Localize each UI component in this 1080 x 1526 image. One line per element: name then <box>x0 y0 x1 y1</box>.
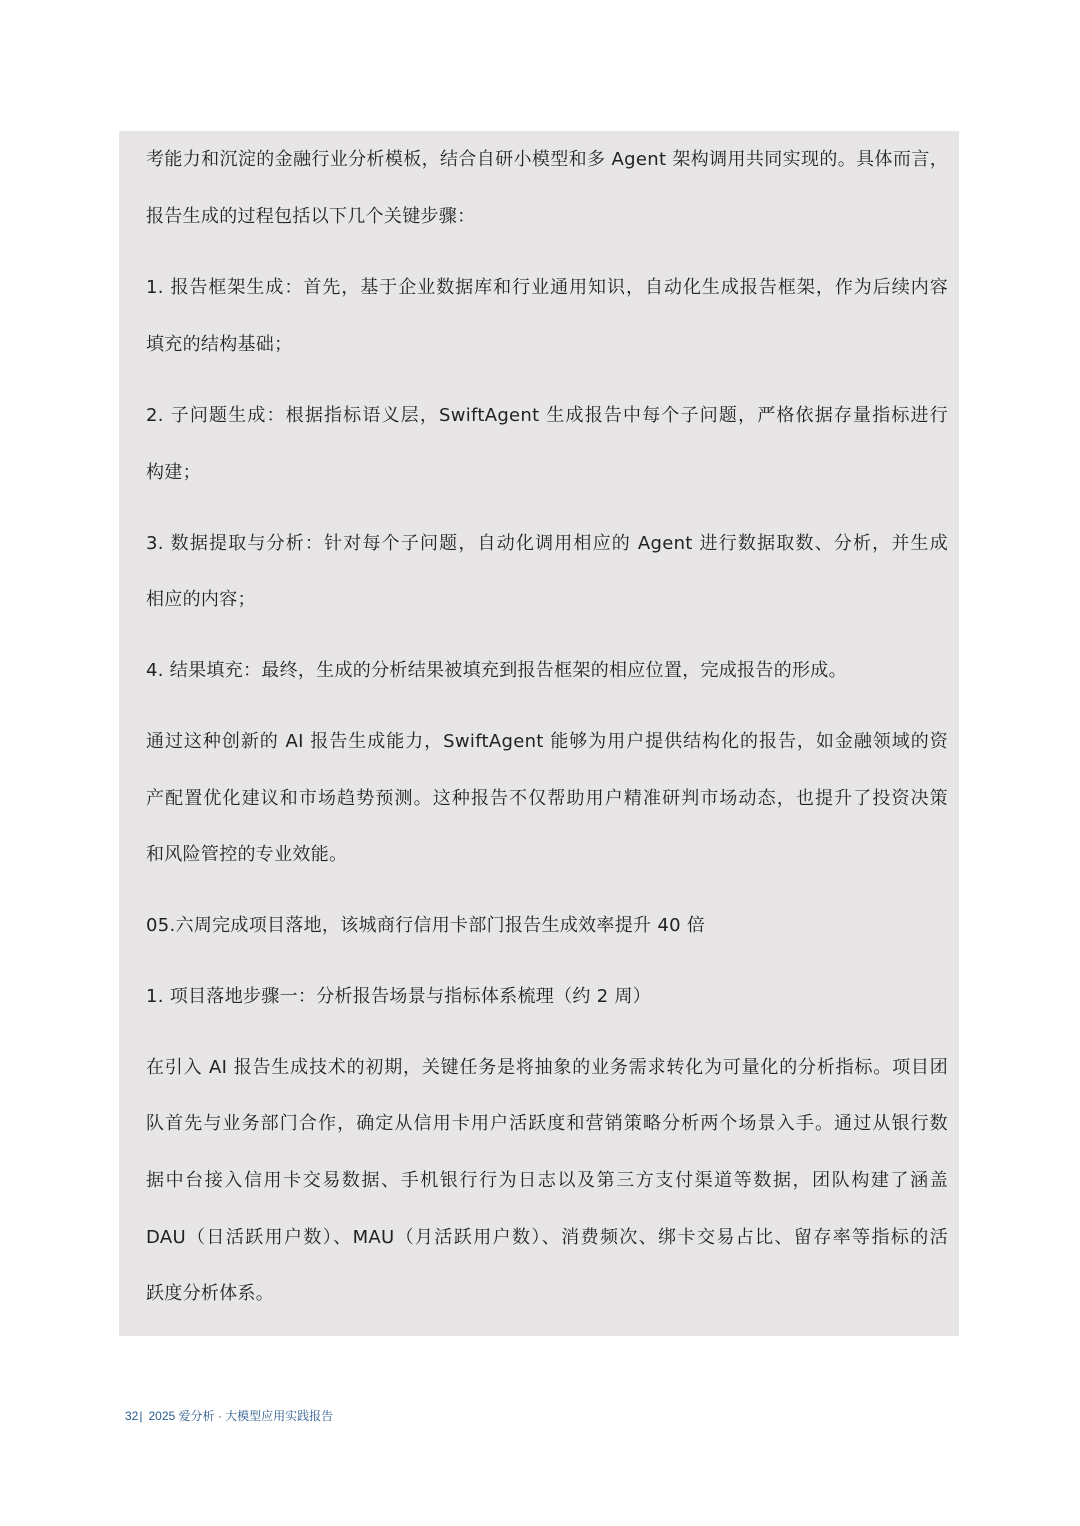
paragraph-line: 队首先与业务部门合作，确定从信用卡用户活跃度和营销策略分析两个场景入手。通过从银行数 <box>146 1113 948 1134</box>
paragraph-line: 相应的内容； <box>146 589 256 610</box>
report-title: 2025 爱分析 · 大模型应用实践报告 <box>148 1409 334 1423</box>
section-heading: 05.六周完成项目落地，该城商行信用卡部门报告生成效率提升 40 倍 <box>146 915 706 936</box>
paragraph-line: 据中台接入信用卡交易数据、手机银行行为日志以及第三方支付渠道等数据，团队构建了涵盖 <box>146 1170 948 1191</box>
paragraph-line: 在引入 AI 报告生成技术的初期，关键任务是将抽象的业务需求转化为可量化的分析指标。项目团 <box>146 1057 948 1078</box>
paragraph-line: 填充的结构基础； <box>146 334 293 355</box>
paragraph-line: DAU（日活跃用户数）、MAU（月活跃用户数）、消费频次、绑卡交易占比、留存率等指标的活 <box>146 1227 948 1248</box>
paragraph-line: 报告生成的过程包括以下几个关键步骤： <box>146 206 476 227</box>
list-item: 3. 数据提取与分析：针对每个子问题，自动化调用相应的 Agent 进行数据取数、分析，并生成 <box>146 533 948 554</box>
footer-separator: | <box>139 1409 143 1423</box>
paragraph-line: 通过这种创新的 AI 报告生成能力，SwiftAgent 能够为用户提供结构化的报告，如金融领域的资 <box>146 731 948 752</box>
paragraph-line: 产配置优化建议和市场趋势预测。这种报告不仅帮助用户精准研判市场动态，也提升了投资决策 <box>146 788 948 809</box>
paragraph-line: 构建； <box>146 462 201 483</box>
page-footer <box>125 1406 333 1426</box>
list-item: 1. 报告框架生成：首先，基于企业数据库和行业通用知识，自动化生成报告框架，作为后续内容 <box>146 277 948 298</box>
paragraph-line: 和风险管控的专业效能。 <box>146 844 348 865</box>
page-number: 32 <box>125 1409 139 1423</box>
list-item: 2. 子问题生成：根据指标语义层，SwiftAgent 生成报告中每个子问题，严格依据存量指标进行 <box>146 405 948 426</box>
list-item: 4. 结果填充：最终，生成的分析结果被填充到报告框架的相应位置，完成报告的形成。 <box>146 660 847 681</box>
paragraph-line: 跃度分析体系。 <box>146 1283 275 1304</box>
paragraph-line: 考能力和沉淀的金融行业分析模板，结合自研小模型和多 Agent 架构调用共同实现的。具体而言， <box>146 149 948 170</box>
subsection-heading: 1. 项目落地步骤一：分析报告场景与指标体系梳理（约 2 周） <box>146 986 652 1007</box>
